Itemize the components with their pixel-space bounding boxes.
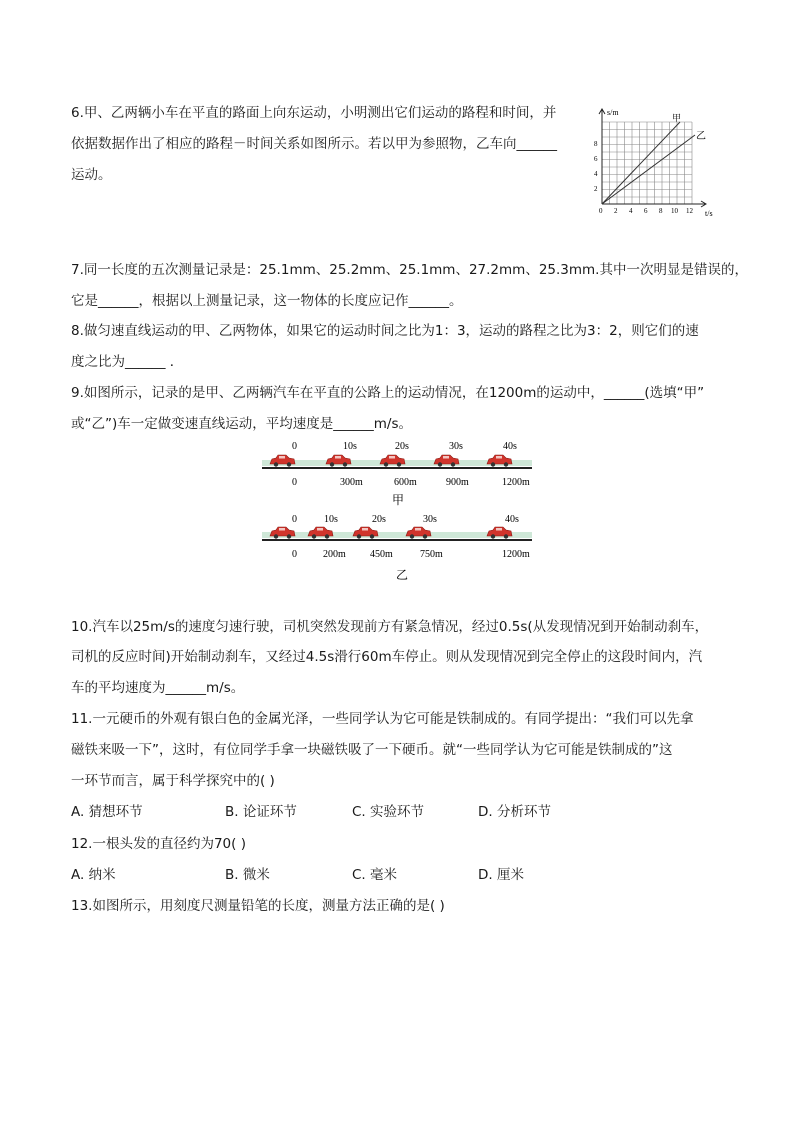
- graph-grid: [602, 122, 692, 204]
- yi-dist: 200m: [323, 549, 346, 560]
- q10-line-3: 车的平均速度为______m/s。: [71, 680, 245, 696]
- q11-line-3: 一环节而言，属于科学探究中的( ): [71, 773, 275, 789]
- y-tick: 8: [594, 140, 598, 148]
- q12-option-a[interactable]: A. 纳米: [71, 867, 116, 883]
- y-tick: 4: [594, 170, 598, 178]
- q7-line-2: 它是______，根据以上测量记录，这一物体的长度应记作______。: [71, 293, 463, 309]
- graph-label-jia: 甲: [672, 113, 682, 123]
- jia-time: 0: [292, 441, 297, 452]
- jia-dist: 300m: [340, 477, 363, 488]
- q9-cars-figure: [258, 436, 548, 584]
- q11-option-c[interactable]: C. 实验环节: [352, 804, 425, 820]
- yi-dist: 0: [292, 549, 297, 560]
- x-tick: 12: [686, 207, 693, 215]
- q7-line-1: 7.同一长度的五次测量记录是：25.1mm、25.2mm、25.1mm、27.2mm、25.3mm.其中一次明显是错误的，: [71, 262, 748, 278]
- q6-st-graph: [585, 102, 725, 220]
- q11-option-b[interactable]: B. 论证环节: [225, 804, 297, 820]
- q12-option-b[interactable]: B. 微米: [225, 867, 270, 883]
- graph-xlabel: t/s: [705, 209, 713, 218]
- yi-dist: 750m: [420, 549, 443, 560]
- jia-dist: 900m: [446, 477, 469, 488]
- q6-line-3: 运动。: [71, 167, 112, 183]
- yi-label: 乙: [396, 568, 409, 582]
- q8-line-2: 度之比为______ ．: [71, 354, 184, 370]
- jia-dist: 1200m: [502, 477, 530, 488]
- q12-line-1: 12.一根头发的直径约为70( ): [71, 836, 246, 852]
- yi-time: 10s: [324, 514, 338, 525]
- q10-line-1: 10.汽车以25m/s的速度匀速行驶，司机突然发现前方有紧急情况，经过0.5s(从发现情况到开始制动刹车，: [71, 619, 709, 635]
- x-tick: 4: [629, 207, 633, 215]
- yi-time: 30s: [423, 514, 437, 525]
- x-tick: 2: [614, 207, 618, 215]
- q9-line-1: 9.如图所示，记录的是甲、乙两辆汽车在平直的公路上的运动情况，在1200m的运动中，______(选填“甲”: [71, 385, 705, 401]
- yi-time: 40s: [505, 514, 519, 525]
- x-tick: 0: [599, 207, 603, 215]
- jia-dist: 600m: [394, 477, 417, 488]
- q11-line-1: 11.一元硬币的外观有银白色的金属光泽，一些同学认为它可能是铁制成的。有同学提出：“我们可以先拿: [71, 711, 694, 727]
- jia-time: 40s: [503, 441, 517, 452]
- y-tick: 2: [594, 185, 598, 193]
- yi-time: 20s: [372, 514, 386, 525]
- q13-line-1: 13.如图所示，用刻度尺测量铅笔的长度，测量方法正确的是( ): [71, 898, 445, 914]
- x-tick: 10: [671, 207, 678, 215]
- graph-label-yi: 乙: [696, 131, 706, 142]
- jia-time: 20s: [395, 441, 409, 452]
- q11-line-2: 磁铁来吸一下”，这时，有位同学手拿一块磁铁吸了一下硬币。就“一些同学认为它可能是铁制成的”这: [71, 742, 673, 758]
- q12-option-c[interactable]: C. 毫米: [352, 867, 398, 883]
- q11-option-a[interactable]: A. 猜想环节: [71, 804, 143, 820]
- y-tick: 6: [594, 155, 598, 163]
- yi-dist: 450m: [370, 549, 393, 560]
- q6-line-2: 依据数据作出了相应的路程－时间关系如图所示。若以甲为参照物，乙车向______: [71, 136, 557, 152]
- jia-dist: 0: [292, 477, 297, 488]
- x-tick: 8: [659, 207, 663, 215]
- jia-time: 30s: [449, 441, 463, 452]
- jia-time: 10s: [343, 441, 357, 452]
- x-tick: 6: [644, 207, 648, 215]
- graph-axes: [599, 109, 706, 207]
- yi-dist: 1200m: [502, 549, 530, 560]
- graph-ylabel: s/m: [607, 108, 619, 117]
- q10-line-2: 司机的反应时间)开始制动刹车，又经过4.5s滑行60m车停止。则从发现情况到完全停止的这段时间内，汽: [71, 649, 703, 665]
- q8-line-1: 8.做匀速直线运动的甲、乙两物体，如果它的运动时间之比为1：3，运动的路程之比为3：2，则它们的速: [71, 323, 699, 339]
- q6-line-1: 6.甲、乙两辆小车在平直的路面上向东运动，小明测出它们运动的路程和时间，并: [71, 105, 557, 121]
- jia-label: 甲: [392, 493, 405, 507]
- q12-option-d[interactable]: D. 厘米: [478, 867, 524, 883]
- q11-option-d[interactable]: D. 分析环节: [478, 804, 551, 820]
- line-yi: [602, 135, 695, 204]
- yi-time: 0: [292, 514, 297, 525]
- line-jia: [602, 122, 680, 204]
- q9-line-2: 或“乙”)车一定做变速直线运动，平均速度是______m/s。: [71, 416, 412, 432]
